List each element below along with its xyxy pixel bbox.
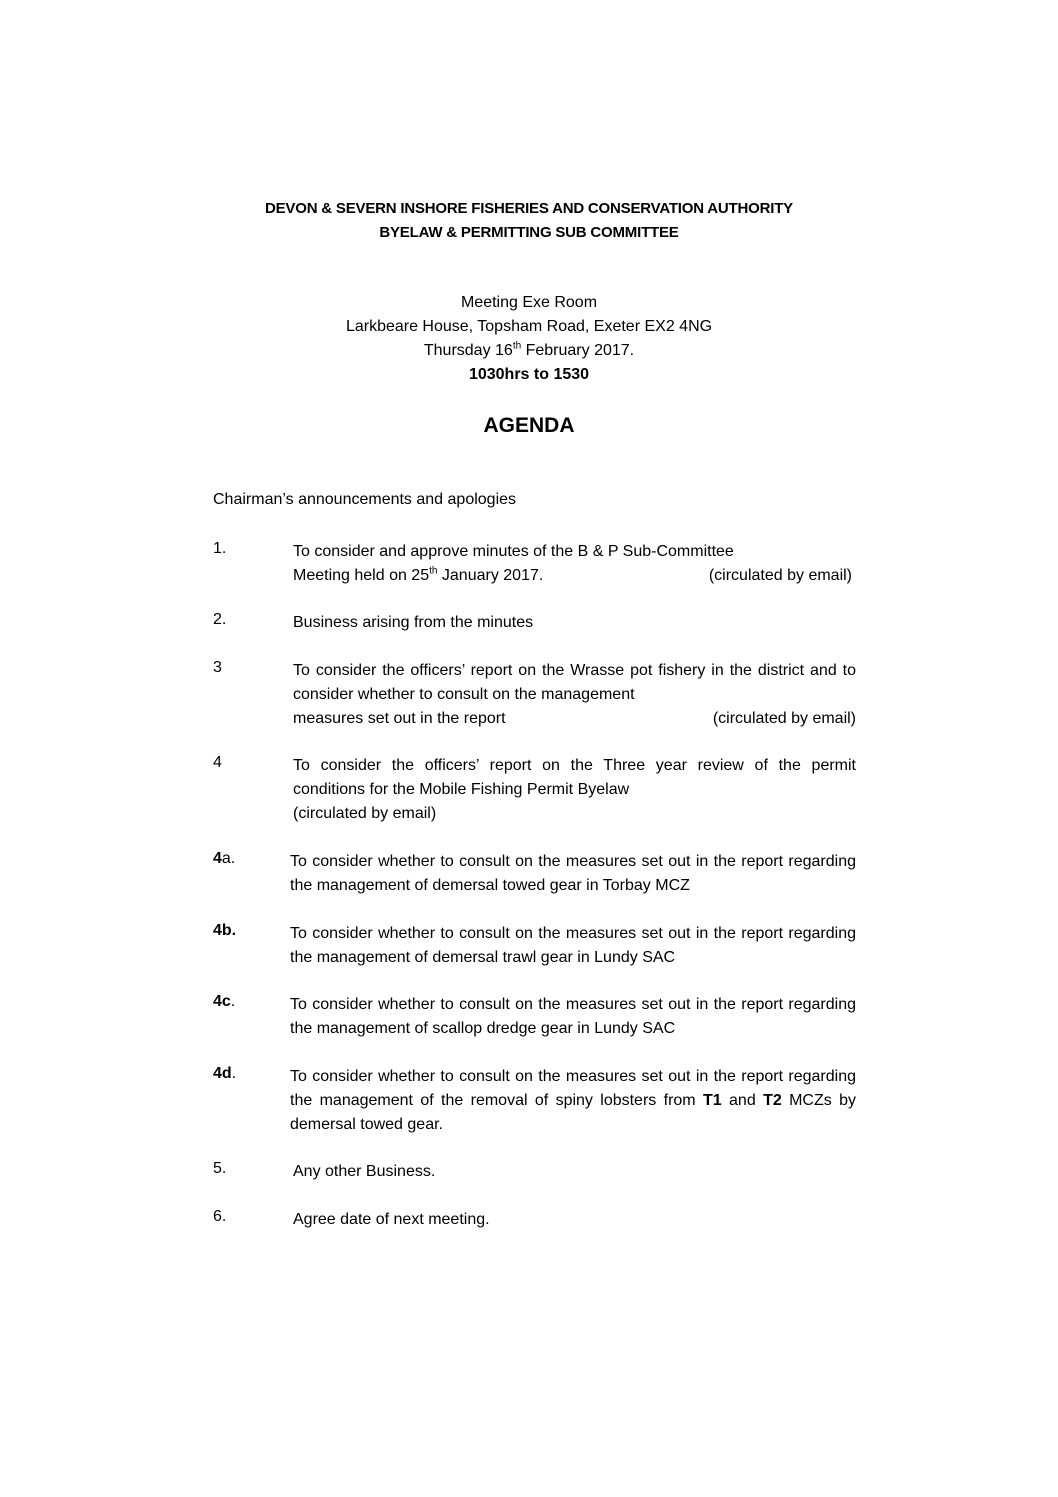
meeting-date	[0, 342, 1058, 360]
item-text-main: To consider the officers’ report on the Three year review of the permit conditions for the Mobile Fishing Permit Byelaw	[293, 757, 856, 798]
item-number-bold: 4b.	[213, 922, 237, 939]
date-suffix: th	[512, 340, 522, 352]
item-number	[213, 993, 235, 1011]
item-text-a: To consider whether to consult on the measures set out in the report regarding the management of the removal of spiny lobsters from	[290, 1068, 856, 1109]
item-number-bold: 4	[213, 850, 222, 867]
meeting-room: Meeting Exe Room	[460, 294, 598, 311]
item-date-sup: th	[429, 565, 438, 577]
item-line-1: To consider and approve minutes of the B & P Sub-Committee	[293, 543, 734, 560]
item-last-text: measures set out in the report	[293, 710, 506, 727]
item-note: (circulated by email)	[293, 805, 437, 822]
item-number: 1.	[213, 540, 227, 557]
item-text: To consider whether to consult on the measures set out in the report regarding the management of scallop dredge gear in Lundy SAC	[290, 996, 856, 1037]
item-number: 2.	[213, 611, 227, 628]
item-text: To consider whether to consult on the measures set out in the report regarding the management of demersal trawl gear in Lundy SAC	[290, 925, 856, 966]
item-text	[293, 659, 856, 731]
item-last-line	[293, 707, 856, 731]
item-text	[293, 754, 856, 826]
item-number	[213, 922, 236, 940]
meeting-time: 1030hrs to 1530	[468, 366, 590, 383]
agenda-heading: AGENDA	[483, 414, 575, 437]
item-number: 5.	[213, 1160, 227, 1177]
item-date-b: January 2017.	[437, 567, 544, 584]
item-text	[290, 1065, 856, 1137]
item-note: (circulated by email)	[712, 710, 856, 727]
item-number: 4	[213, 754, 222, 771]
item-text-main: To consider the officers’ report on the Wrasse pot fishery in the district and to consider whether to consult on the management	[293, 662, 856, 703]
item-number: 3	[213, 659, 222, 676]
item-number-bold: 4d	[213, 1065, 232, 1082]
item-note: (circulated by email)	[708, 567, 852, 584]
date-prefix: Thursday 16	[423, 342, 513, 359]
item-number-rest: .	[230, 993, 236, 1010]
item-text: To consider whether to consult on the measures set out in the report regarding the management of demersal towed gear in Torbay MCZ	[290, 853, 856, 894]
item-text-d: MCZs by demersal towed gear.	[290, 1092, 857, 1133]
item-number: 6.	[213, 1208, 227, 1225]
item-text-t2: T2	[763, 1092, 782, 1109]
item-number	[213, 850, 235, 868]
item-number-rest: a.	[221, 850, 236, 867]
item-text-c: and	[721, 1092, 764, 1109]
intro-line: Chairman’s announcements and apologies	[213, 491, 517, 508]
item-text: Business arising from the minutes	[293, 614, 534, 631]
authority-title: DEVON & SEVERN INSHORE FISHERIES AND CONSERVATION AUTHORITY	[265, 200, 793, 217]
item-date-a: Meeting held on 25	[293, 567, 430, 584]
item-text-t1: T1	[703, 1092, 722, 1109]
item-text: Agree date of next meeting.	[293, 1211, 490, 1228]
item-line-2	[293, 564, 856, 588]
item-text: Any other Business.	[293, 1163, 436, 1180]
item-text	[293, 540, 856, 588]
date-rest: February 2017.	[521, 342, 635, 359]
item-number-rest: .	[231, 1065, 237, 1082]
item-line-2-text	[293, 564, 543, 588]
item-number-bold: 4c	[213, 993, 231, 1010]
item-number	[213, 1065, 236, 1083]
committee-title: BYELAW & PERMITTING SUB COMMITTEE	[379, 224, 679, 241]
meeting-address: Larkbeare House, Topsham Road, Exeter EX2 4NG	[345, 318, 713, 335]
